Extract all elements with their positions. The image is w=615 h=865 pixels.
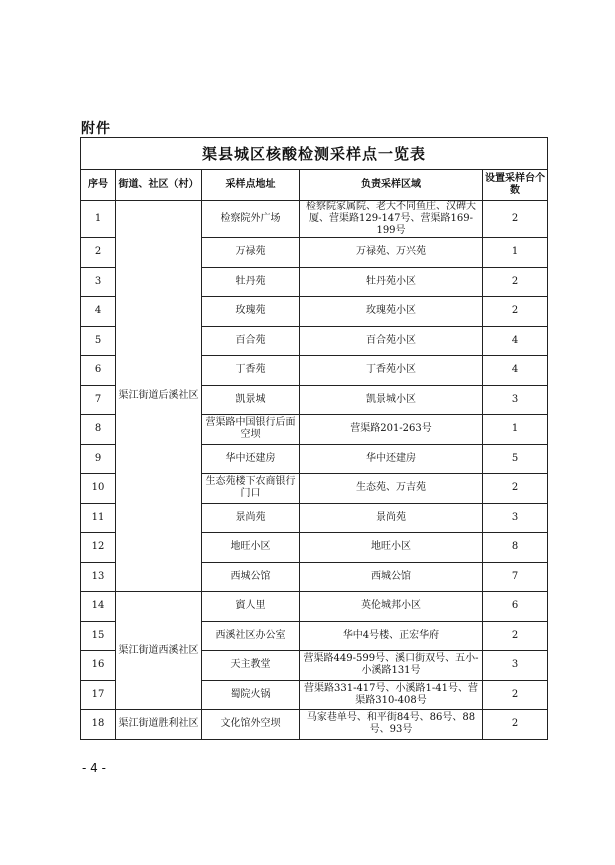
row-index: 7 xyxy=(81,385,116,415)
site-cell: 牡丹苑 xyxy=(202,267,300,297)
row-index: 18 xyxy=(81,710,116,740)
site-cell: 蜀院火锅 xyxy=(202,680,300,710)
count-cell: 8 xyxy=(483,533,548,563)
area-cell: 马家巷单号、和平街84号、86号、88号、93号 xyxy=(300,710,483,740)
count-cell: 2 xyxy=(483,621,548,651)
count-cell: 7 xyxy=(483,562,548,592)
count-cell: 2 xyxy=(483,474,548,504)
table-title: 渠县城区核酸检测采样点一览表 xyxy=(81,138,548,170)
row-index: 10 xyxy=(81,474,116,504)
area-cell: 丁香苑小区 xyxy=(300,356,483,386)
area-cell: 营渠路449-599号、溪口街双号、五小-小溪路131号 xyxy=(300,651,483,681)
area-cell: 营渠路201-263号 xyxy=(300,415,483,445)
area-cell: 万禄苑、万兴苑 xyxy=(300,238,483,268)
site-cell: 营渠路中国银行后面空坝 xyxy=(202,415,300,445)
row-index: 15 xyxy=(81,621,116,651)
site-cell: 华中还建房 xyxy=(202,444,300,474)
attachment-label: 附件 xyxy=(81,121,111,137)
site-cell: 检察院外广场 xyxy=(202,201,300,238)
count-cell: 2 xyxy=(483,297,548,327)
row-index: 11 xyxy=(81,503,116,533)
row-index: 3 xyxy=(81,267,116,297)
row-index: 6 xyxy=(81,356,116,386)
area-cell: 营渠路331-417号、小溪路1-41号、营渠路310-408号 xyxy=(300,680,483,710)
sampling-sites-table xyxy=(80,137,548,740)
area-cell: 西城公馆 xyxy=(300,562,483,592)
count-cell: 1 xyxy=(483,238,548,268)
count-cell: 2 xyxy=(483,680,548,710)
table-row xyxy=(81,710,548,740)
count-cell: 4 xyxy=(483,356,548,386)
site-cell: 百合苑 xyxy=(202,326,300,356)
table-header-row xyxy=(81,170,548,201)
site-cell: 凯景城 xyxy=(202,385,300,415)
area-cell: 百合苑小区 xyxy=(300,326,483,356)
table-row xyxy=(81,201,548,238)
row-index: 13 xyxy=(81,562,116,592)
count-cell: 3 xyxy=(483,651,548,681)
row-index: 5 xyxy=(81,326,116,356)
count-cell: 6 xyxy=(483,592,548,622)
site-cell: 西溪社区办公室 xyxy=(202,621,300,651)
area-cell: 牡丹苑小区 xyxy=(300,267,483,297)
site-cell: 生态苑楼下农商银行门口 xyxy=(202,474,300,504)
site-cell: 万禄苑 xyxy=(202,238,300,268)
header-index: 序号 xyxy=(81,170,116,201)
count-cell: 1 xyxy=(483,415,548,445)
row-index: 1 xyxy=(81,201,116,238)
header-community: 街道、社区（村） xyxy=(116,170,202,201)
header-site: 采样点地址 xyxy=(202,170,300,201)
count-cell: 5 xyxy=(483,444,548,474)
site-cell: 天主教堂 xyxy=(202,651,300,681)
row-index: 17 xyxy=(81,680,116,710)
row-index: 12 xyxy=(81,533,116,563)
site-cell: 丁香苑 xyxy=(202,356,300,386)
header-count: 设置采样台个数 xyxy=(483,170,548,201)
area-cell: 玫瑰苑小区 xyxy=(300,297,483,327)
area-cell: 华中还建房 xyxy=(300,444,483,474)
site-cell: 景尚苑 xyxy=(202,503,300,533)
header-area: 负责采样区域 xyxy=(300,170,483,201)
count-cell: 2 xyxy=(483,710,548,740)
count-cell: 3 xyxy=(483,503,548,533)
count-cell: 3 xyxy=(483,385,548,415)
row-index: 4 xyxy=(81,297,116,327)
table-row xyxy=(81,592,548,622)
page-number: - 4 - xyxy=(82,761,106,775)
site-cell: 賨人里 xyxy=(202,592,300,622)
row-index: 9 xyxy=(81,444,116,474)
area-cell: 检察院家属院、老大不同鱼庄、汉碑大厦、营渠路129-147号、营渠路169-199号 xyxy=(300,201,483,238)
community-cell: 渠江街道后溪社区 xyxy=(116,201,202,592)
area-cell: 地旺小区 xyxy=(300,533,483,563)
row-index: 2 xyxy=(81,238,116,268)
site-cell: 文化馆外空坝 xyxy=(202,710,300,740)
row-index: 16 xyxy=(81,651,116,681)
site-cell: 西城公馆 xyxy=(202,562,300,592)
area-cell: 凯景城小区 xyxy=(300,385,483,415)
count-cell: 2 xyxy=(483,267,548,297)
count-cell: 2 xyxy=(483,201,548,238)
site-cell: 地旺小区 xyxy=(202,533,300,563)
area-cell: 华中4号楼、正宏华府 xyxy=(300,621,483,651)
community-cell: 渠江街道胜利社区 xyxy=(116,710,202,740)
area-cell: 英伦城邦小区 xyxy=(300,592,483,622)
area-cell: 景尚苑 xyxy=(300,503,483,533)
count-cell: 4 xyxy=(483,326,548,356)
community-cell: 渠江街道西溪社区 xyxy=(116,592,202,710)
row-index: 14 xyxy=(81,592,116,622)
area-cell: 生态苑、万吉苑 xyxy=(300,474,483,504)
site-cell: 玫瑰苑 xyxy=(202,297,300,327)
row-index: 8 xyxy=(81,415,116,445)
